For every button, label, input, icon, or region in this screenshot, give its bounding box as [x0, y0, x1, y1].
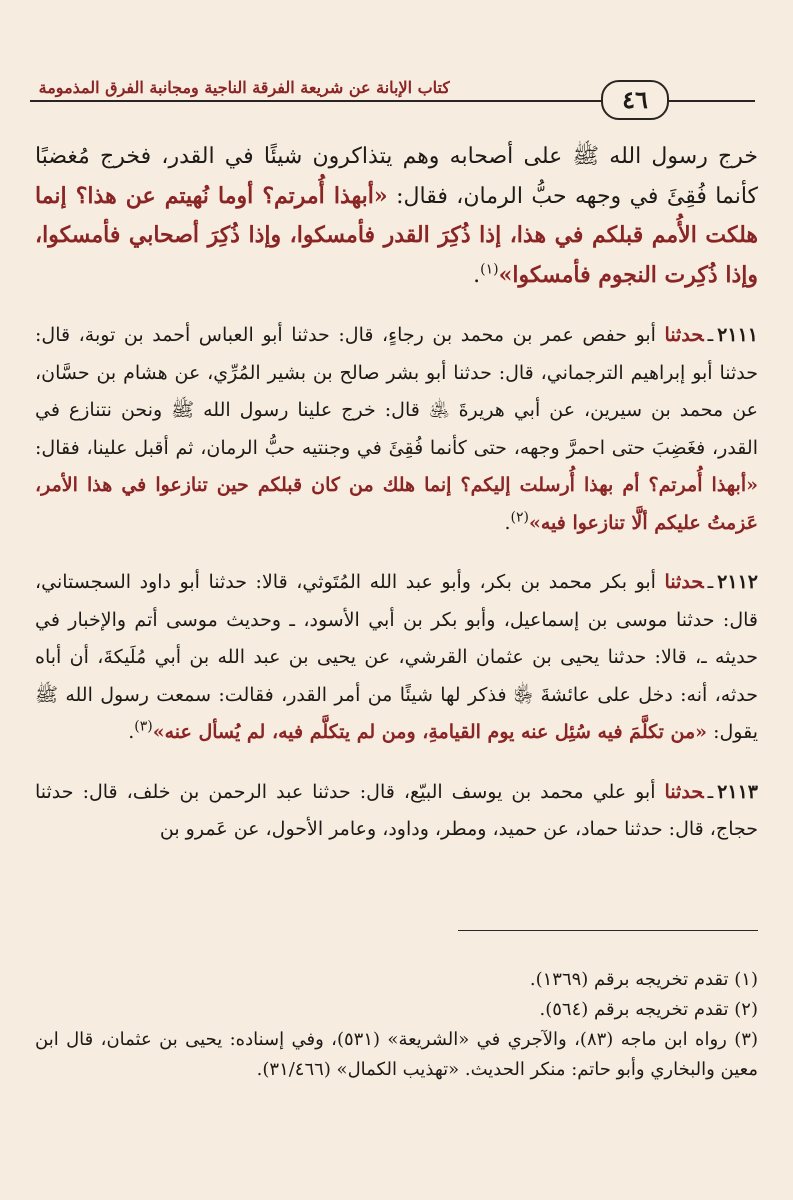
entry-separator: ـ [707, 324, 714, 346]
page-number: ٤٦ [601, 80, 669, 120]
sentence-end: . [128, 721, 135, 743]
tahdith-word: حدثنا [664, 780, 704, 803]
hadith-quote: «من تكلَّمَ فيه سُئِل عنه يوم القيامةِ، ومن لم يتكلَّم فيه، لم يُسأل عنه» [152, 721, 708, 743]
tahdith-word: حدثنا [664, 324, 704, 346]
main-text [35, 138, 758, 849]
narration-text: خرج رسول الله ﷺ على أصحابه وهم يتذاكرون شيئًا في القدر، فخرج مُغضبًا كأنما فُقِئَ في وجهه حبُّ الرمان، فقال: [35, 144, 758, 209]
narration-text: أبو حفص عمر بن محمد بن رجاءٍ، قال: حدثنا أبو العباس أحمد بن توبة، قال: حدثنا أبو إبراهيم الترجماني، قال: حدثنا أبو بشر صالح بن بشير المُرِّي، عن هشام بن حسَّان، عن محمد بن سيرين، عن أبي هريرةَ ﵁ قال: خرج علينا رسول الله ﷺ ونحن نتنازع في القدر، فغَضِبَ حتى احمرَّ وجهه، حتى كأنما فُقِئَ في وجنتيه حبُّ الرمان، ثم أقبل علينا، فقال: [35, 324, 758, 459]
footnotes [35, 965, 758, 1085]
footnote-3: (٣) رواه ابن ماجه (٨٣)، والآجري في «الشريعة» (٥٣١)، وفي إسناده: يحيى بن عثمان، قال ابن معين والبخاري وأبو حاتم: منكر الحديث. «تهذيب الكمال» (٣١/٤٦٦). [35, 1029, 758, 1080]
sentence-end: . [504, 511, 511, 534]
narration-text: أبو علي محمد بن يوسف البيّع، قال: حدثنا عبد الرحمن بن خلف، قال: حدثنا حجاج، قال: حدثنا حماد، عن حميد، ومطر، وداود، وعامر الأحول، عن عَمرو بن [35, 780, 758, 840]
entry-number: ٢١١١ [717, 324, 758, 346]
paragraph-continuation [35, 138, 758, 295]
footnote-2: (٢) تقدم تخريجه برقم (٥٦٤). [539, 999, 758, 1020]
hadith-quote: «أبهذا أُمرتم؟ أوما نُهيتم عن هذا؟ إنما هلكت الأُمم قبلكم في هذا، إذا ذُكِرَ القدر فأمسكوا، وإذا ذُكِرَ أصحابي فأمسكوا، وإذا ذُكِرت النجوم فأمسكوا» [35, 182, 758, 288]
entry-number: ٢١١٣ [717, 780, 758, 803]
footnote-ref-3: (٣) [134, 718, 153, 735]
entry-separator: ـ [707, 780, 714, 803]
hadith-entry-2111 [35, 317, 758, 542]
entry-number: ٢١١٢ [717, 571, 758, 593]
footnote-ref-2: (٢) [510, 509, 529, 526]
hadith-entry-2113 [35, 774, 758, 849]
footnote-ref-1: (١) [480, 261, 499, 278]
entry-separator: ـ [707, 571, 714, 593]
narration-text: أبو بكر محمد بن بكر، وأبو عبد الله المُتَوثي، قالا: حدثنا أبو داود السجستاني، قال: حدثنا موسى بن إسماعيل، وأبو بكر بن أبي الأسود، ـ وحديث موسى أتم والإخبار في حديثه ـ، قالا: حدثنا يحيى بن عثمان القرشي، عن يحيى بن عبد الله بن أبي مُلَيكةَ، أن أباه حدثه، أنه: دخل على عائشةَ ﵂ فذكر لها شيئًا من أمر القدر، فقالت: سمعت رسول الله ﷺ يقول: [35, 571, 758, 743]
footnote-separator [458, 930, 758, 931]
sentence-end: . [473, 262, 481, 288]
page-header [30, 78, 755, 122]
hadith-quote: «أبهذا أُمرتم؟ أم بهذا أُرسلت إليكم؟ إنما هلك من كان قبلكم حين تنازعوا في هذا الأمر، عَزمتُ عليكم ألَّا تنازعوا فيه» [35, 474, 758, 534]
hadith-entry-2112 [35, 564, 758, 752]
tahdith-word: حدثنا [664, 571, 704, 593]
running-title: كتاب الإبانة عن شريعة الفرقة الناجية ومجانبة الفرق المذمومة [30, 78, 450, 98]
footnote-1: (١) تقدم تخريجه برقم (١٣٦٩). [529, 969, 758, 990]
